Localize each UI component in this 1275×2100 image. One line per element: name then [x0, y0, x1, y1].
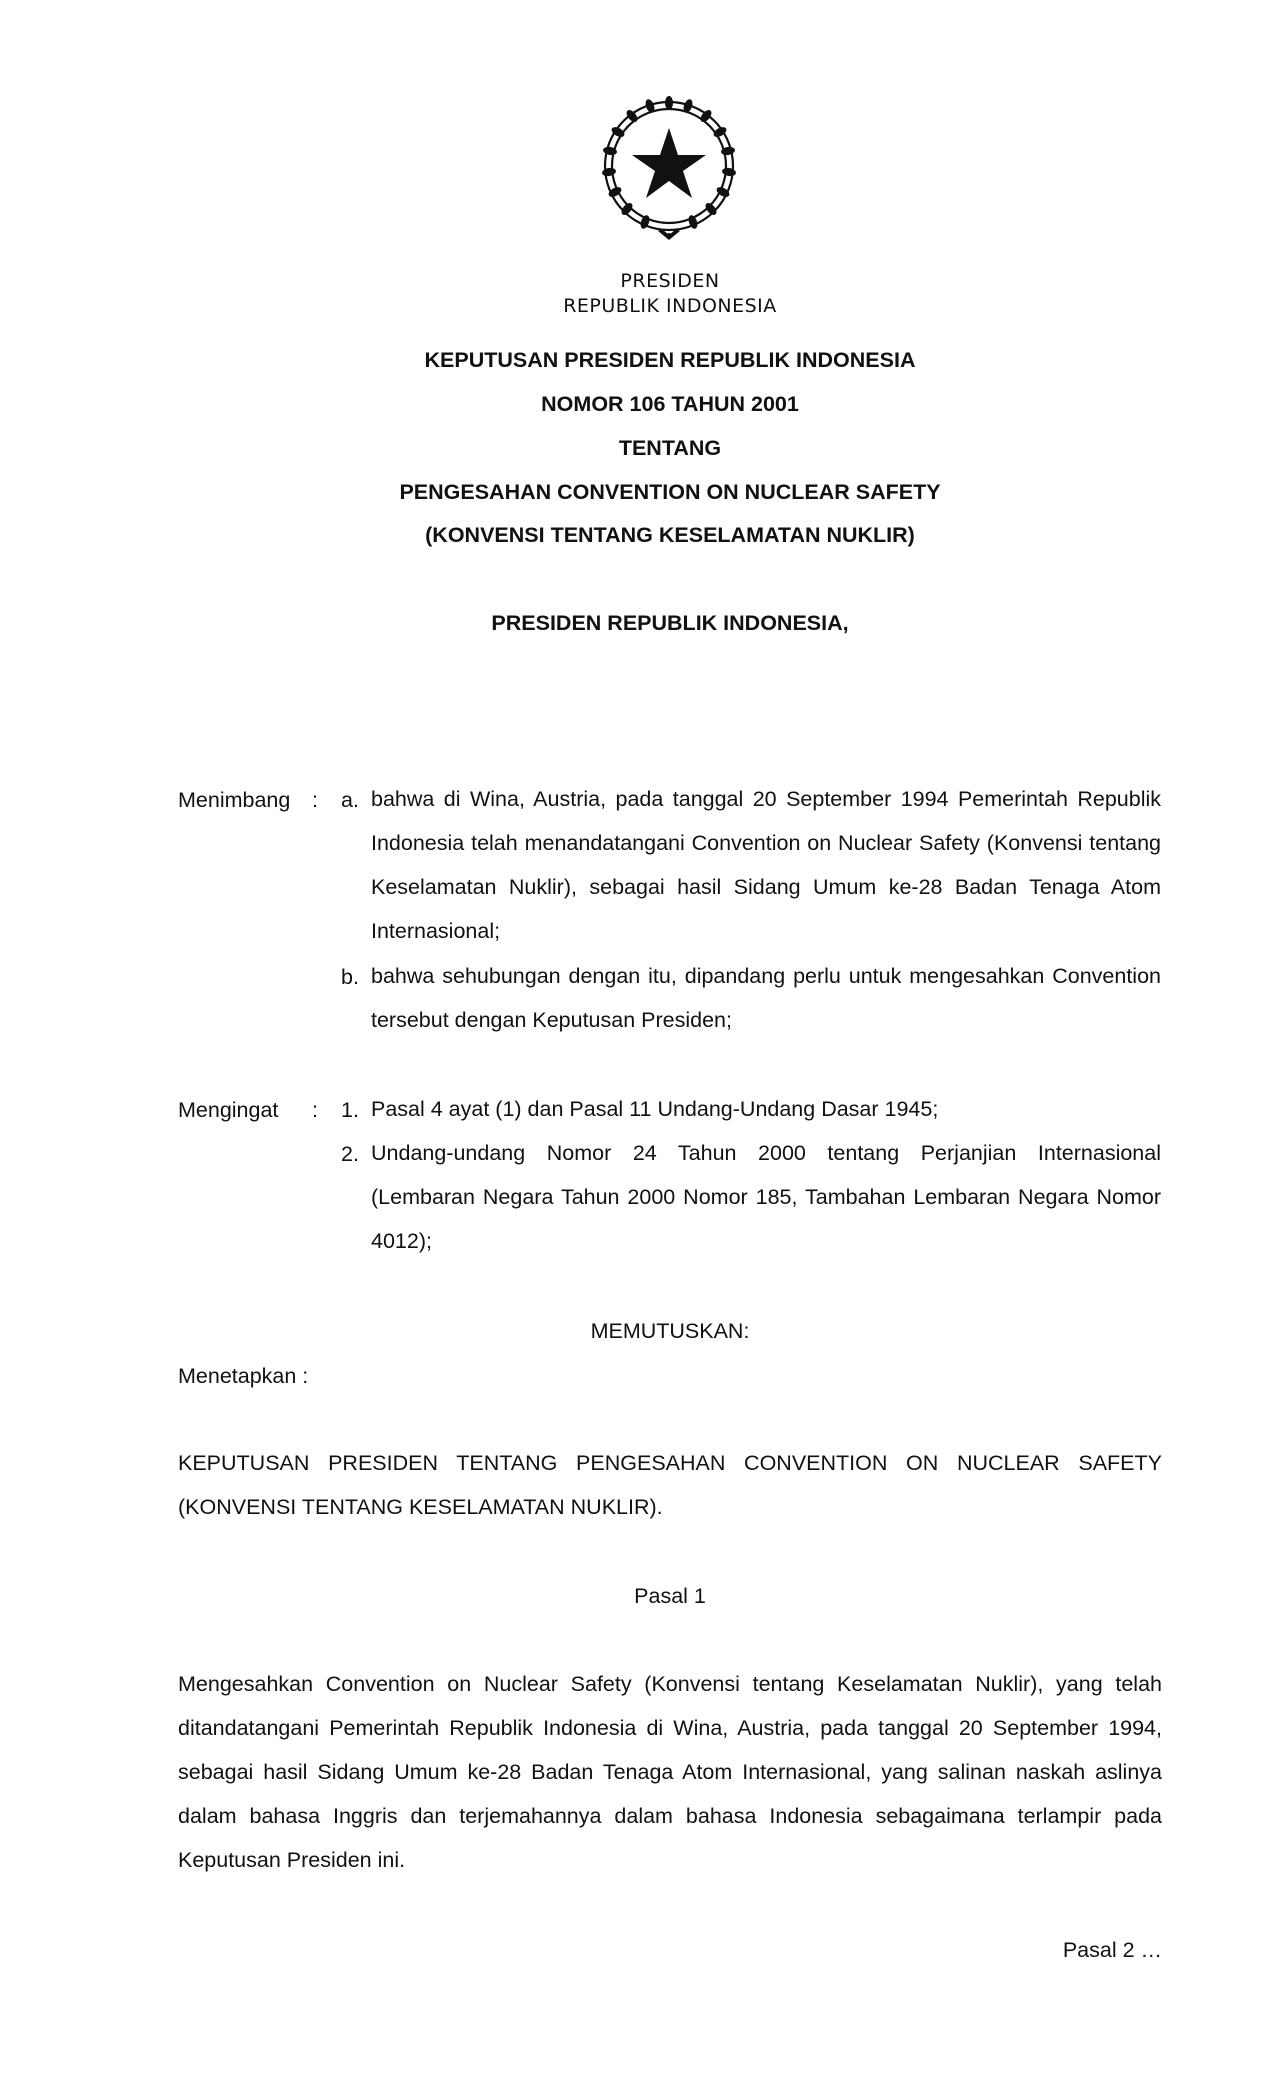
mengingat-marker-1: 1.	[341, 1098, 359, 1122]
title-line-5: (KONVENSI TENTANG KESELAMATAN NUKLIR)	[425, 523, 915, 547]
continuation-note: Pasal 2 …	[1062, 1938, 1162, 1962]
mengingat-item-2: Undang-undang Nomor 24 Tahun 2000 tentang Perjanjian Internasional (Lembaran Negara Tahun 2000 Nomor 185, Tambahan Lembaran Negara Nomor 4012);	[371, 1141, 1161, 1253]
menimbang-marker-b: b.	[341, 965, 359, 989]
memutuskan-heading: MEMUTUSKAN:	[590, 1319, 750, 1343]
menimbang-item-b: bahwa sehubungan dengan itu, dipandang perlu untuk mengesahkan Convention tersebut dengan Keputusan Presiden;	[371, 964, 1161, 1032]
mengingat-marker-2: 2.	[341, 1142, 359, 1166]
title-line-3: TENTANG	[618, 436, 722, 460]
garuda-star-wreath-emblem-icon	[588, 88, 750, 250]
menimbang-colon: :	[312, 788, 318, 812]
mengingat-colon: :	[312, 1098, 318, 1122]
pasal-1-heading: Pasal 1	[634, 1584, 706, 1608]
decision-paragraph: KEPUTUSAN PRESIDEN TENTANG PENGESAHAN CONVENTION ON NUCLEAR SAFETY (KONVENSI TENTANG KESELAMATAN NUKLIR).	[178, 1451, 1162, 1519]
title-line-2: NOMOR 106 TAHUN 2001	[541, 392, 799, 416]
letterhead-line-republik: REPUBLIK INDONESIA	[563, 295, 777, 317]
title-line-4: PENGESAHAN CONVENTION ON NUCLEAR SAFETY	[399, 480, 941, 504]
mengingat-item-1: Pasal 4 ayat (1) dan Pasal 11 Undang-Undang Dasar 1945;	[371, 1097, 939, 1121]
letterhead-line-presiden: PRESIDEN	[620, 270, 720, 292]
mengingat-label: Mengingat	[178, 1098, 279, 1122]
pasal-1-paragraph: Mengesahkan Convention on Nuclear Safety (Konvensi tentang Keselamatan Nuklir), yang telah ditandatangani Pemerintah Republik Indonesia di Wina, Austria, pada tanggal 20 September 1994, sebagai hasil Sidang Umum ke-28 Badan Tenaga Atom Internasional, yang salinan naskah aslinya dalam bahasa Inggris dan terjemahannya dalam bahasa Indonesia sebagaimana terlampir pada Keputusan Presiden ini.	[178, 1672, 1162, 1872]
menimbang-marker-a: a.	[341, 788, 359, 812]
menimbang-label: Menimbang	[178, 788, 291, 812]
authority-line: PRESIDEN REPUBLIK INDONESIA,	[491, 611, 849, 635]
title-line-1: KEPUTUSAN PRESIDEN REPUBLIK INDONESIA	[424, 348, 916, 372]
menetapkan-label: Menetapkan :	[178, 1364, 309, 1388]
menimbang-item-a: bahwa di Wina, Austria, pada tanggal 20 September 1994 Pemerintah Republik Indonesia telah menandatangani Convention on Nuclear Safety (Konvensi tentang Keselamatan Nuklir), sebagai hasil Sidang Umum ke-28 Badan Tenaga Atom Internasional;	[371, 787, 1161, 943]
